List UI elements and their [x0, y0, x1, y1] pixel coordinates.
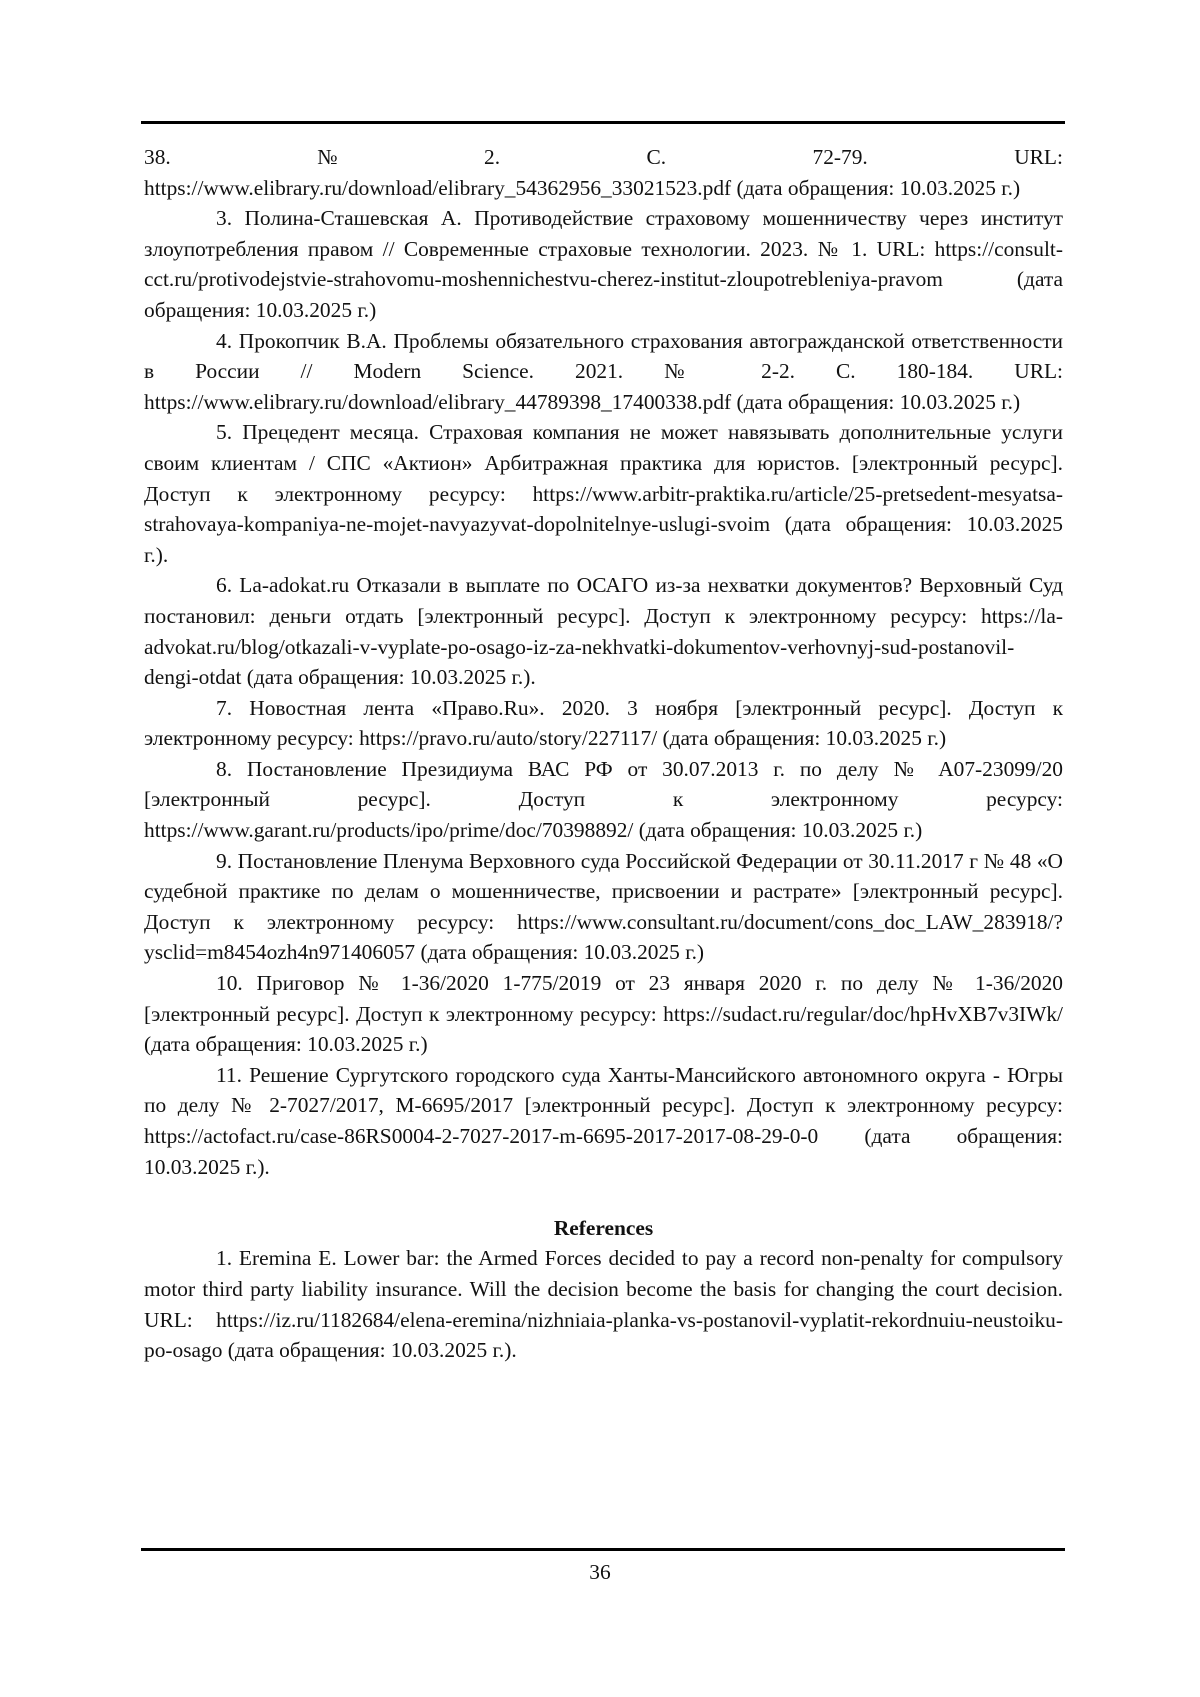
continued-reference-line: [144, 142, 1063, 173]
continued-token: 72-79.: [813, 142, 868, 173]
reference-item-5: 5. Прецедент месяца. Страховая компания не может навязывать дополнительные услуги своим клиентам / СПС «Актион» Арбитражная практика для юристов. [электронный ресурс]. Доступ к электронному ресурсу: https://www.arbitr-praktika.ru/article/25-pretsedent-mesyatsa-strahovaya-kompaniya-ne-mojet-navyazyvat-dopolnitelnye-uslugi-svoim (дата обращения: 10.03.2025 г.).: [144, 417, 1063, 570]
continued-token: С.: [646, 142, 666, 173]
english-reference-item-1: 1. Eremina E. Lower bar: the Armed Forces decided to pay a record non-penalty for compulsory motor third party liability insurance. Will the decision become the basis for changing the court decision. URL: https://iz.ru/1182684/elena-eremina/nizhniaia-planka-vs-postanovil-vyplatit-rekordnuiu-neustoiku-po-osago (дата обращения: 10.03.2025 г.).: [144, 1243, 1063, 1365]
reference-item-4: 4. Прокопчик В.А. Проблемы обязательного страхования автогражданской ответственности в России // Modern Science. 2021. № 2-2. С. 180-184. URL: https://www.elibrary.ru/download/elibrary_44789398_17400338.pdf (дата обращения: 10.03.2025 г.): [144, 326, 1063, 418]
continued-reference-text: https://www.elibrary.ru/download/elibrary_54362956_33021523.pdf (дата обращения: 10.03.2025 г.): [144, 173, 1063, 204]
references-heading: References: [144, 1213, 1063, 1244]
page-body: [144, 142, 1063, 1366]
footer-rule: [141, 1548, 1065, 1551]
continued-token: URL:: [1014, 142, 1063, 173]
page-number: 36: [0, 1557, 1200, 1587]
continued-token: №: [317, 142, 337, 173]
reference-item-8: 8. Постановление Президиума ВАС РФ от 30.07.2013 г. по делу № А07-23099/20 [электронный ресурс]. Доступ к электронному ресурсу: https://www.garant.ru/products/ipo/prime/doc/70398892/ (дата обращения: 10.03.2025 г.): [144, 754, 1063, 846]
reference-item-6: 6. La-adokat.ru Отказали в выплате по ОСАГО из-за нехватки документов? Верховный Суд постановил: деньги отдать [электронный ресурс]. Доступ к электронному ресурсу: https://la-advokat.ru/blog/otkazali-v-vyplate-po-osago-iz-za-nekhvatki-dokumentov-verhovnyj-sud-postanovil-dengi-otdat (дата обращения: 10.03.2025 г.).: [144, 570, 1063, 692]
reference-item-7: 7. Новостная лента «Право.Ru». 2020. 3 ноября [электронный ресурс]. Доступ к электронному ресурсу: https://pravo.ru/auto/story/227117/ (дата обращения: 10.03.2025 г.): [144, 693, 1063, 754]
reference-item-9: 9. Постановление Пленума Верховного суда Российской Федерации от 30.11.2017 г № 48 «О судебной практике по делам о мошенничестве, присвоении и растрате» [электронный ресурс]. Доступ к электронному ресурсу: https://www.consultant.ru/document/cons_doc_LAW_283918/?ysclid=m8454ozh4n971406057 (дата обращения: 10.03.2025 г.): [144, 846, 1063, 968]
continued-token: 2.: [484, 142, 500, 173]
reference-item-3: 3. Полина-Сташевская А. Противодействие страховому мошенничеству через институт злоупотребления правом // Современные страховые технологии. 2023. № 1. URL: https://consult-cct.ru/protivodejstvie-strahovomu-moshennichestvu-cherez-institut-zloupotrebleniya-pravom (дата обращения: 10.03.2025 г.): [144, 203, 1063, 325]
continued-token: 38.: [144, 142, 171, 173]
reference-item-10: 10. Приговор № 1-36/2020 1-775/2019 от 23 января 2020 г. по делу № 1-36/2020 [электронный ресурс]. Доступ к электронному ресурсу: https://sudact.ru/regular/doc/hpHvXB7v3IWk/ (дата обращения: 10.03.2025 г.): [144, 968, 1063, 1060]
header-rule: [141, 121, 1065, 124]
reference-item-11: 11. Решение Сургутского городского суда Ханты-Мансийского автономного округа - Югры по делу № 2-7027/2017, М-6695/2017 [электронный ресурс]. Доступ к электронному ресурсу: https://actofact.ru/case-86RS0004-2-7027-2017-m-6695-2017-2017-08-29-0-0 (дата обращения: 10.03.2025 г.).: [144, 1060, 1063, 1182]
